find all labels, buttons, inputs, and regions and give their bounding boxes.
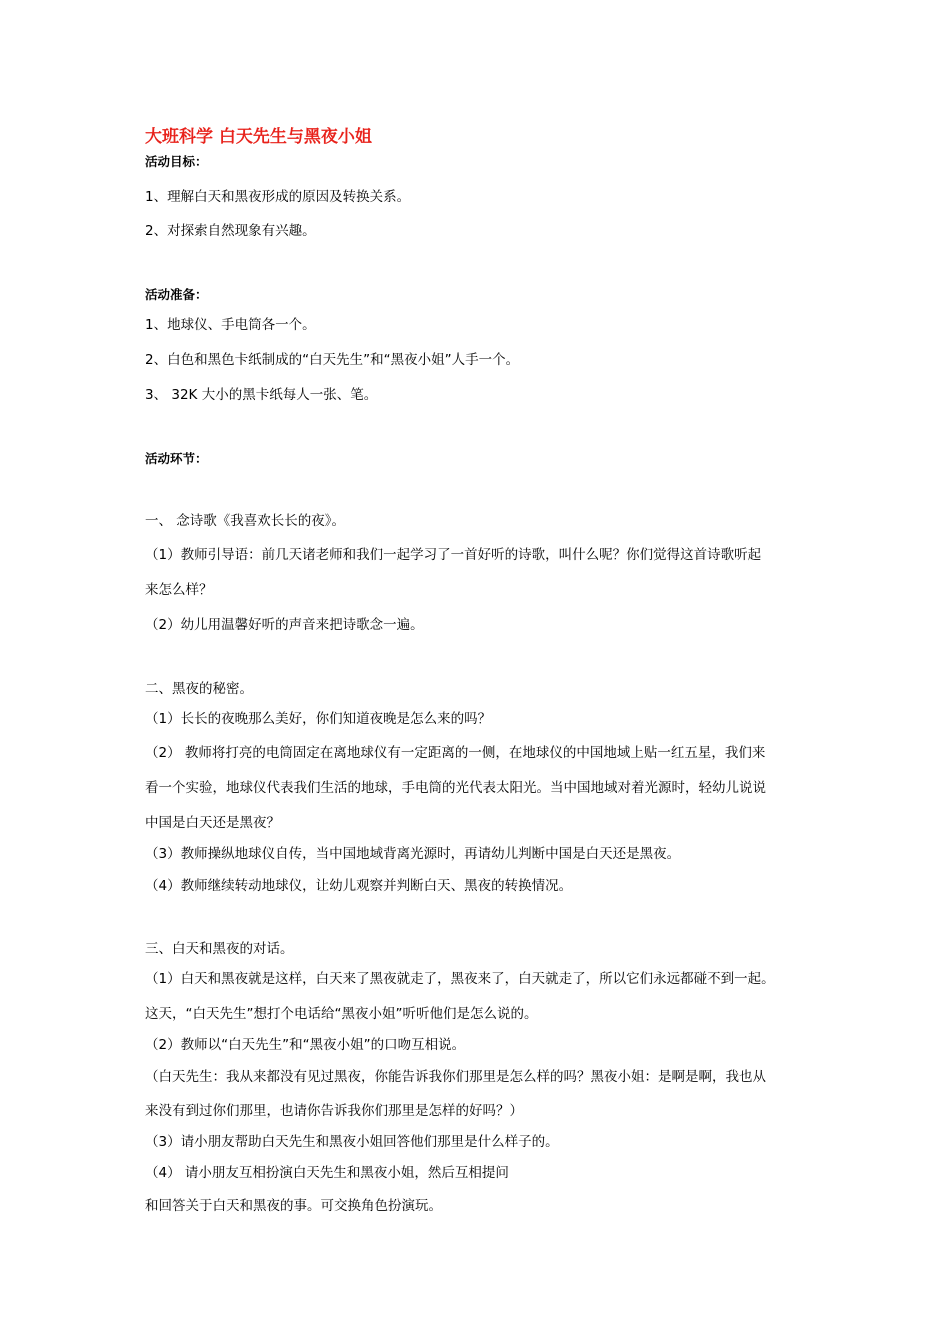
section-3-line: （4） 请小朋友互相扮演白天先生和黑夜小姐，然后互相提问: [145, 1165, 509, 1181]
section-1-line: （1）教师引导语：前几天诸老师和我们一起学习了一首好听的诗歌，叫什么呢？你们觉得这首诗歌听起: [145, 547, 762, 563]
section-2-line: 中国是白天还是黑夜？: [145, 815, 280, 831]
goal-item: 2、对探索自然现象有兴趣。: [145, 223, 316, 239]
section-2-line: （4）教师继续转动地球仪，让幼儿观察并判断白天、黑夜的转换情况。: [145, 878, 573, 894]
goals-heading: 活动目标：: [145, 154, 208, 169]
section-3-line: （1）白天和黑夜就是这样，白天来了黑夜就走了，黑夜来了，白天就走了，所以它们永远都碰不到一起。: [145, 971, 775, 987]
section-2-line: （2） 教师将打亮的电筒固定在离地球仪有一定距离的一侧，在地球仪的中国地域上贴一红五星，我们来: [145, 745, 766, 761]
section-2-title: 二、黑夜的秘密。: [145, 681, 253, 697]
section-3-line: （2）教师以“白天先生”和“黑夜小姐”的口吻互相说。: [145, 1037, 466, 1053]
section-3-line: 和回答关于白天和黑夜的事。可交换角色扮演玩。: [145, 1198, 442, 1214]
preparation-item: 2、白色和黑色卡纸制成的“白天先生”和“黑夜小姐”人手一个。: [145, 352, 520, 368]
section-3-title: 三、白天和黑夜的对话。: [145, 941, 294, 957]
preparation-item: 1、地球仪、手电筒各一个。: [145, 317, 316, 333]
preparation-heading: 活动准备：: [145, 287, 208, 302]
section-3-line: （白天先生：我从来都没有见过黑夜，你能告诉我你们那里是怎么样的吗？黑夜小姐：是啊是啊，我也从: [145, 1069, 766, 1085]
section-1-line: 来怎么样？: [145, 582, 213, 598]
section-3-line: 这天，“白天先生”想打个电话给“黑夜小姐”听听他们是怎么说的。: [145, 1006, 538, 1022]
section-1-title: 一、 念诗歌《我喜欢长长的夜》。: [145, 513, 346, 529]
section-3-line: 来没有到过你们那里，也请你告诉我你们那里是怎样的好吗？）: [145, 1103, 523, 1119]
document-title: 大班科学 白天先生与黑夜小姐: [145, 127, 372, 147]
section-2-line: （3）教师操纵地球仪自传，当中国地域背离光源时，再请幼儿判断中国是白天还是黑夜。: [145, 846, 681, 862]
section-2-line: 看一个实验，地球仪代表我们生活的地球，手电筒的光代表太阳光。当中国地域对着光源时，轻幼儿说说: [145, 780, 766, 796]
section-3-line: （3）请小朋友帮助白天先生和黑夜小姐回答他们那里是什么样子的。: [145, 1134, 559, 1150]
goal-item: 1、理解白天和黑夜形成的原因及转换关系。: [145, 189, 411, 205]
preparation-item: 3、 32K 大小的黑卡纸每人一张、笔。: [145, 387, 378, 403]
process-heading: 活动环节：: [145, 451, 208, 466]
section-1-line: （2）幼儿用温馨好听的声音来把诗歌念一遍。: [145, 617, 424, 633]
section-2-line: （1）长长的夜晚那么美好，你们知道夜晚是怎么来的吗？: [145, 711, 492, 727]
